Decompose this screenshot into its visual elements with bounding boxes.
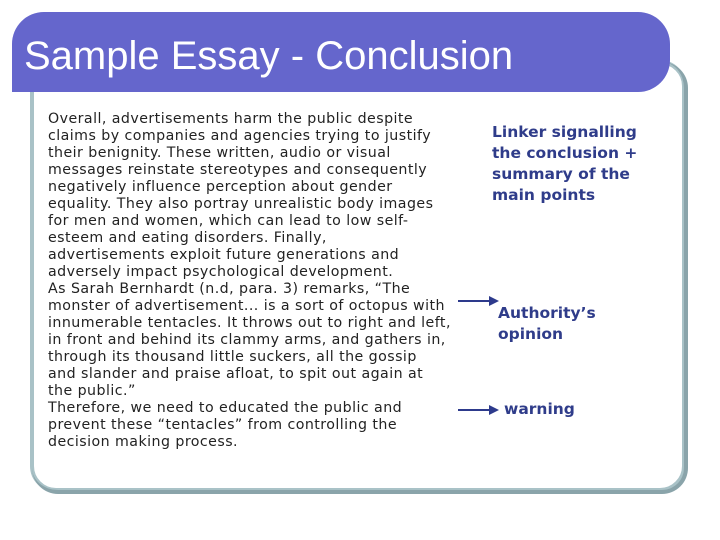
- annotation-authority: [498, 303, 596, 345]
- essay-line: monster of advertisement... is a sort of octopus with: [48, 298, 445, 314]
- essay-paragraph-quote: [48, 281, 488, 400]
- essay-line: messages reinstate stereotypes and consequently: [48, 162, 428, 178]
- annotation-line: summary of the: [492, 165, 630, 183]
- essay-line: esteem and eating disorders. Finally,: [48, 230, 327, 246]
- essay-line: As Sarah Bernhardt (n.d, para. 3) remarks, “The: [48, 281, 411, 297]
- essay-line: advertisements exploit future generations and: [48, 247, 400, 263]
- essay-line: their benignity. These written, audio or visual: [48, 145, 391, 161]
- annotation-line: Linker signalling: [492, 123, 637, 141]
- essay-line: Overall, advertisements harm the public despite: [48, 111, 414, 127]
- essay-line: claims by companies and agencies trying to justify: [48, 128, 432, 144]
- essay-line: for men and women, which can lead to low self-: [48, 213, 409, 229]
- essay-line: negatively influence perception about gender: [48, 179, 393, 195]
- arrow-right-icon: [456, 294, 500, 308]
- essay-paragraph-summary: [48, 111, 488, 281]
- annotation-line: the conclusion +: [492, 144, 638, 162]
- essay-body: [48, 111, 488, 451]
- essay-line: innumerable tentacles. It throws out to right and left,: [48, 315, 451, 331]
- essay-line: prevent these “tentacles” from controlling the: [48, 417, 398, 433]
- essay-line: equality. They also portray unrealistic body images: [48, 196, 434, 212]
- essay-line: in front and behind its clammy arms, and gathers in,: [48, 332, 446, 348]
- arrow-right-icon: [456, 403, 500, 417]
- essay-line: and slander and praise afloat, to spit out again at: [48, 366, 424, 382]
- annotation-warning: [504, 399, 575, 420]
- slide-title: Sample Essay - Conclusion: [24, 34, 514, 78]
- annotation-line: opinion: [498, 325, 564, 343]
- essay-paragraph-warning: [48, 400, 488, 451]
- essay-line: Therefore, we need to educated the public and: [48, 400, 403, 416]
- annotation-line: Authority’s: [498, 304, 596, 322]
- essay-line: decision making process.: [48, 434, 238, 450]
- annotation-line: main points: [492, 186, 596, 204]
- annotation-linker: [492, 122, 637, 206]
- essay-line: adversely impact psychological development.: [48, 264, 394, 280]
- essay-line: through its thousand little suckers, all the gossip: [48, 349, 417, 365]
- essay-line: the public.”: [48, 383, 136, 399]
- annotation-line: warning: [504, 400, 575, 418]
